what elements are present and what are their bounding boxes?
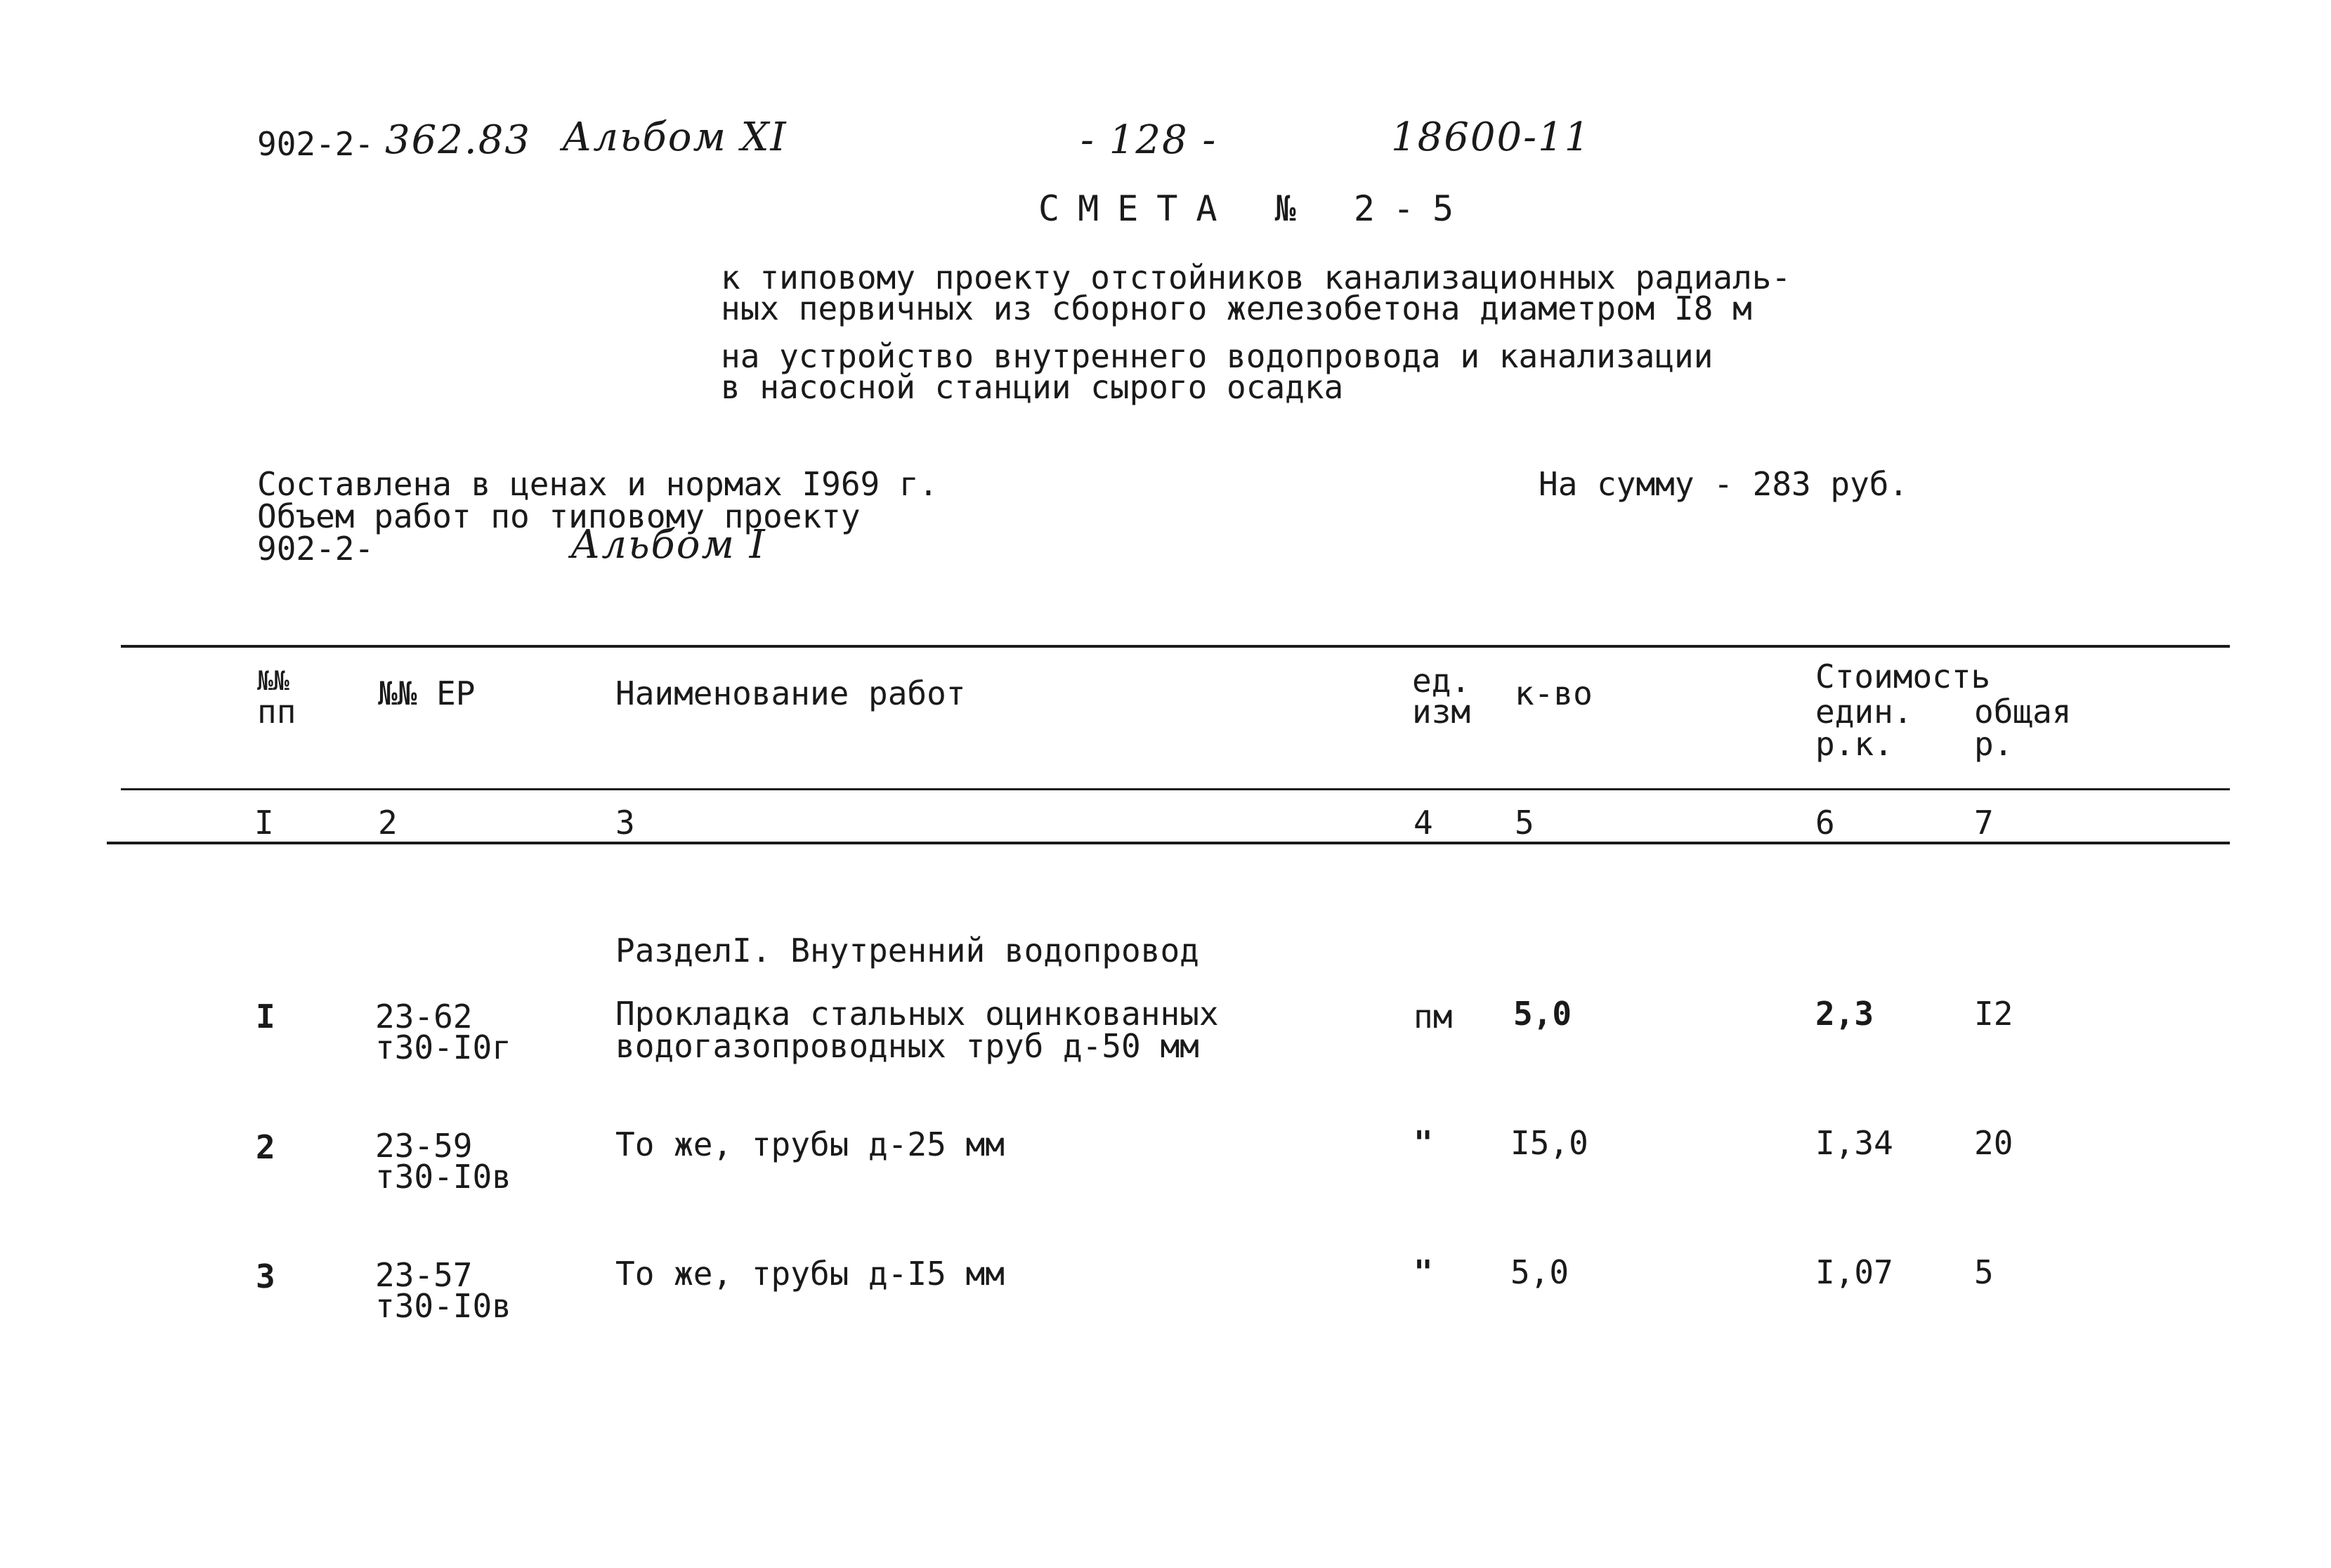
row-work-name: Прокладка стальных оцинкованных: [615, 995, 1219, 1033]
row-er-table: т30-I0в: [375, 1158, 511, 1196]
row-er-table: т30-I0г: [375, 1028, 511, 1066]
row-total-cost: 20: [1974, 1124, 2013, 1162]
inventory-number: 18600-11: [1391, 115, 1591, 160]
subtitle-line-3: на устройство внутреннего водопровода и канализации: [721, 337, 1713, 375]
volume-note: Объем работ по типовому проекту: [257, 497, 861, 535]
row-quantity: 5,0: [1510, 1253, 1569, 1291]
header-unit-cost-line-2: р.к.: [1815, 725, 1893, 763]
header-work-name: Наименование работ: [615, 674, 966, 712]
row-unit-ditto: ": [1413, 1124, 1433, 1162]
column-number: 4: [1413, 804, 1433, 842]
row-total-cost: I2: [1974, 995, 2013, 1033]
column-number: 7: [1974, 804, 1994, 842]
row-unit-cost: I,07: [1815, 1253, 1893, 1291]
row-unit: пм: [1413, 998, 1453, 1035]
table-top-rule: [121, 645, 2230, 648]
row-number: I: [256, 998, 275, 1035]
header-num-line-2: пп: [257, 693, 296, 731]
project-code-handwritten: 362.83: [385, 117, 531, 163]
subtitle-line-1: к типовому проекту отстойников канализационных радиаль-: [721, 259, 1791, 296]
row-work-name: То же, трубы д-25 мм: [615, 1125, 1005, 1163]
column-numbers-rule: [107, 842, 2230, 844]
prices-note: Составлена в ценах и нормах I969 г.: [257, 465, 939, 503]
header-num-line-1: №№: [257, 665, 289, 696]
row-unit-ditto: ": [1413, 1253, 1433, 1291]
subtitle-line-4: в насосной станции сырого осадка: [721, 368, 1344, 406]
subtitle-line-2: ных первичных из сборного железобетона диаметром I8 м: [721, 289, 1752, 327]
row-unit-cost: 2,3: [1815, 995, 1874, 1033]
row-er-table: т30-I0в: [375, 1287, 511, 1325]
column-number: 5: [1515, 804, 1534, 842]
page-number: - 128 -: [1080, 117, 1217, 163]
header-cost: Стоимость: [1815, 658, 1991, 695]
total-sum: На сумму - 283 руб.: [1539, 465, 1909, 503]
volume-album-handwritten: Альбом I: [570, 522, 766, 568]
header-bottom-rule: [121, 788, 2230, 790]
section-title: РазделI. Внутренний водопровод: [615, 932, 1199, 969]
document-title: СМЕТА № 2-5: [1038, 188, 1473, 229]
volume-project-code: 902-2-: [257, 530, 374, 568]
row-quantity: I5,0: [1510, 1124, 1588, 1162]
album-handwritten: Альбом XI: [562, 115, 788, 160]
row-er-code: 23-59: [375, 1127, 473, 1165]
project-code: 902-2-: [257, 125, 374, 163]
row-work-name: То же, трубы д-I5 мм: [615, 1255, 1005, 1293]
header-unit-line-2: изм: [1412, 693, 1471, 731]
row-total-cost: 5: [1974, 1253, 1994, 1291]
column-number: I: [254, 804, 274, 842]
row-number: 2: [256, 1128, 275, 1166]
header-total-cost-line-2: р.: [1974, 725, 2013, 763]
header-unit-line-1: ед.: [1412, 662, 1471, 700]
column-number: 3: [615, 804, 635, 842]
row-er-code: 23-57: [375, 1256, 473, 1294]
header-unit-cost-line-1: един.: [1815, 693, 1913, 731]
header-total-cost-line-1: общая: [1974, 693, 2072, 731]
header-quantity: к-во: [1515, 674, 1593, 712]
row-unit-cost: I,34: [1815, 1124, 1893, 1162]
row-work-name-cont: водогазопроводных труб д-50 мм: [615, 1027, 1199, 1065]
row-quantity: 5,0: [1513, 995, 1572, 1033]
row-er-code: 23-62: [375, 998, 473, 1035]
header-er: №№ ЕР: [378, 674, 476, 712]
column-number: 2: [378, 804, 398, 842]
row-number: 3: [256, 1257, 275, 1295]
column-number: 6: [1815, 804, 1835, 842]
